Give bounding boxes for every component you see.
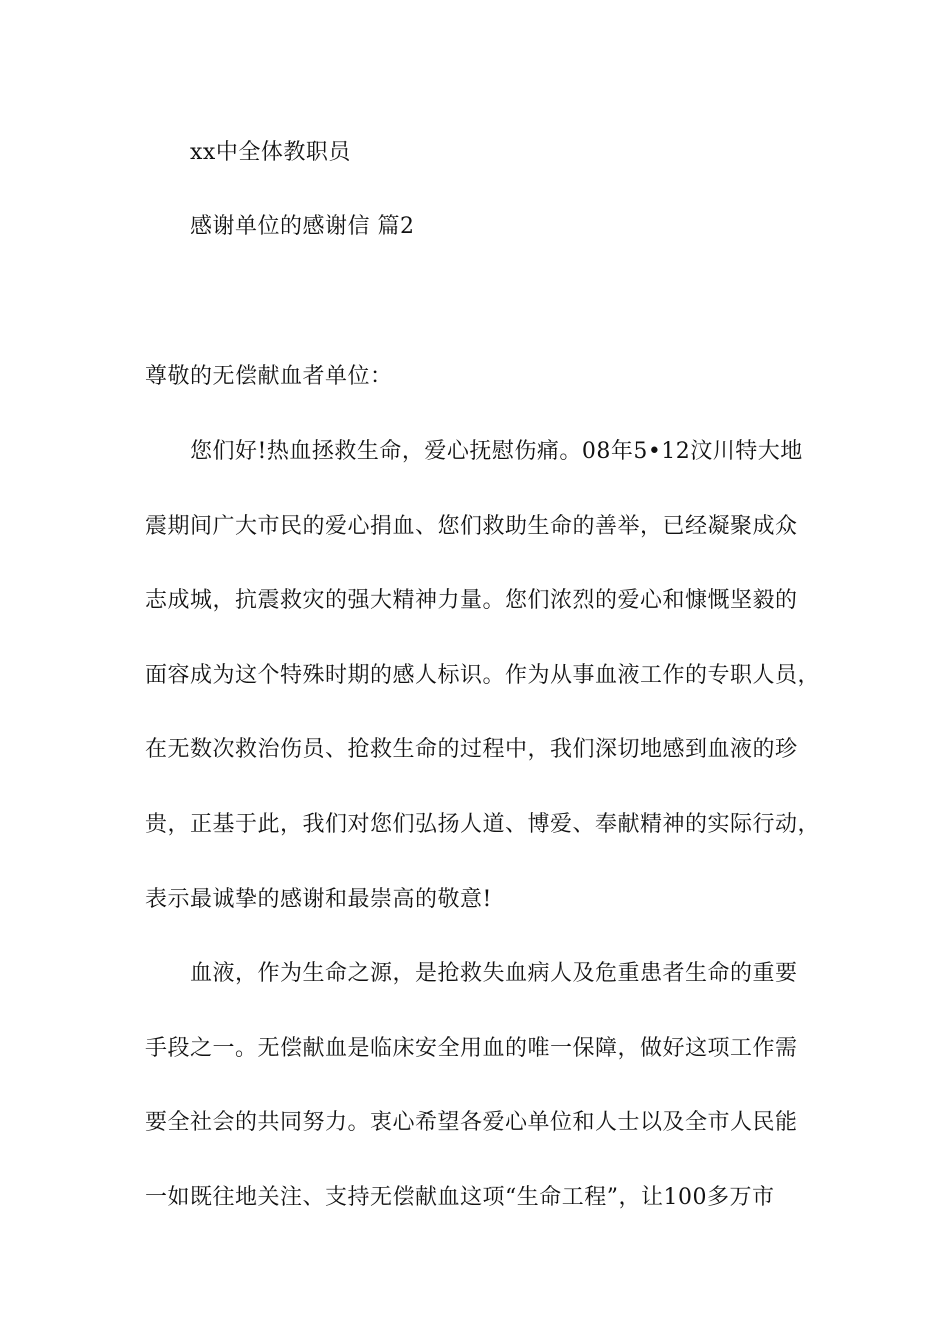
paragraph-line: 表示最诚挚的感谢和最崇高的敬意! xyxy=(145,887,492,912)
paragraph-line: 一如既往地关注、支持无偿献血这项“生命工程”，让100多万市 xyxy=(145,1185,775,1210)
salutation: 尊敬的无偿献血者单位： xyxy=(145,364,393,389)
paragraph-line: 血液，作为生命之源，是抢救失血病人及危重患者生命的重要 xyxy=(190,961,798,986)
paragraph-line: 您们好!热血拯救生命，爱心抚慰伤痛。08年5•12汶川特大地 xyxy=(190,439,803,464)
paragraph-line: 贵，正基于此，我们对您们弘扬人道、博爱、奉献精神的实际行动， xyxy=(145,812,821,837)
paragraph-line: 在无数次救治伤员、抢救生命的过程中，我们深切地感到血液的珍 xyxy=(145,737,798,762)
paragraph-line: 面容成为这个特殊时期的感人标识。作为从事血液工作的专职人员， xyxy=(145,663,821,688)
paragraph-line: 要全社会的共同努力。衷心希望各爱心单位和人士以及全市人民能 xyxy=(145,1110,798,1135)
signature-line: xx中全体教职员 xyxy=(190,140,351,165)
paragraph-line: 志成城，抗震救灾的强大精神力量。您们浓烈的爱心和慷慨坚毅的 xyxy=(145,588,798,613)
letter-heading: 感谢单位的感谢信 篇2 xyxy=(190,214,415,239)
paragraph-line: 手段之一。无偿献血是临床安全用血的唯一保障，做好这项工作需 xyxy=(145,1036,798,1061)
paragraph-line: 震期间广大市民的爱心捐血、您们救助生命的善举，已经凝聚成众 xyxy=(145,514,798,539)
